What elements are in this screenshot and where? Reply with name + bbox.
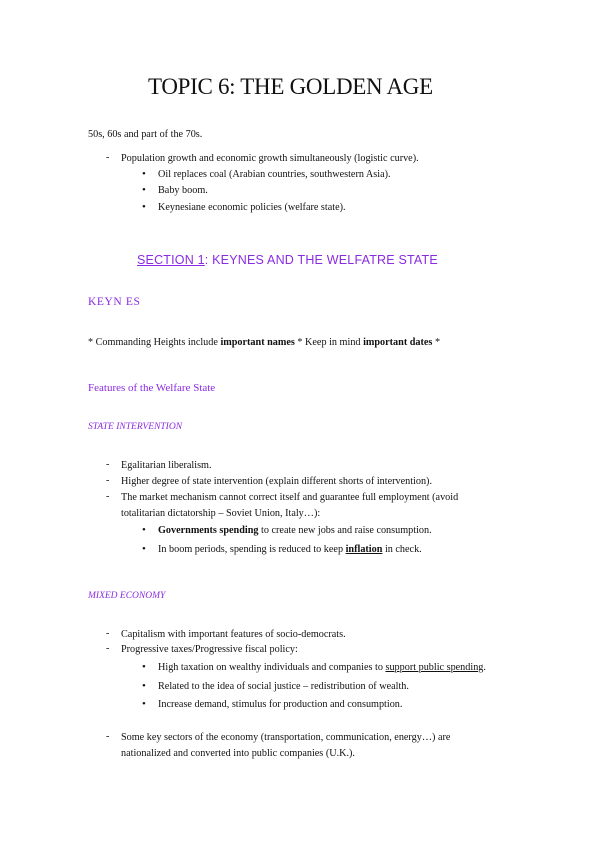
bullet-icon: • bbox=[142, 184, 146, 196]
list-item: Related to the idea of social justice – redistribution of wealth. bbox=[158, 681, 409, 692]
list-item: Oil replaces coal (Arabian countries, southwestern Asia). bbox=[158, 169, 391, 180]
text-part: . bbox=[483, 662, 486, 673]
list-item: Baby boom. bbox=[158, 185, 208, 196]
note-part: * Keep in mind bbox=[294, 337, 364, 348]
bullet-icon: • bbox=[142, 661, 146, 673]
dash-marker: - bbox=[106, 643, 110, 654]
bold-text: Governments spending bbox=[158, 525, 259, 536]
note-bold: important names bbox=[220, 337, 295, 348]
dash-marker: - bbox=[106, 628, 110, 639]
note-text bbox=[88, 336, 440, 349]
list-item: Capitalism with important features of socio-democrats. bbox=[121, 629, 346, 640]
bullet-icon: • bbox=[142, 680, 146, 692]
section-heading bbox=[137, 253, 438, 267]
section-title: : KEYNES AND THE WELFATRE STATE bbox=[204, 253, 438, 267]
bullet-icon: • bbox=[142, 201, 146, 213]
state-intervention-heading: STATE INTERVENTION bbox=[88, 422, 183, 432]
list-item: Progressive taxes/Progressive fiscal policy: bbox=[121, 644, 298, 655]
note-part: * Commanding Heights include bbox=[88, 337, 221, 348]
list-item: Increase demand, stimulus for production and consumption. bbox=[158, 699, 403, 710]
bullet-icon: • bbox=[142, 698, 146, 710]
text-part: High taxation on wealthy individuals and companies to bbox=[158, 662, 386, 673]
keynes-heading: KEYN ES bbox=[88, 296, 141, 308]
list-item: Population growth and economic growth simultaneously (logistic curve). bbox=[121, 153, 419, 164]
text-part: In boom periods, spending is reduced to keep bbox=[158, 544, 346, 555]
dash-marker: - bbox=[106, 731, 110, 742]
page-title: TOPIC 6: THE GOLDEN AGE bbox=[148, 74, 433, 99]
dash-marker: - bbox=[106, 491, 110, 502]
bullet-icon: • bbox=[142, 524, 146, 536]
dash-marker: - bbox=[106, 459, 110, 470]
list-item bbox=[158, 543, 422, 556]
text-part: to create new jobs and raise consumption. bbox=[258, 525, 432, 536]
list-item: Egalitarian liberalism. bbox=[121, 460, 212, 471]
list-item bbox=[158, 524, 432, 537]
section-number: SECTION 1 bbox=[137, 253, 205, 267]
note-part: * bbox=[432, 337, 441, 348]
list-item: The market mechanism cannot correct itself and guarantee full employment (avoid bbox=[121, 492, 459, 503]
list-item-continuation: totalitarian dictatorship – Soviet Union, Italy…): bbox=[121, 508, 321, 519]
mixed-economy-heading: MIXED ECONOMY bbox=[88, 591, 166, 601]
list-item bbox=[158, 661, 486, 674]
intro-text: 50s, 60s and part of the 70s. bbox=[88, 129, 203, 140]
list-item: Some key sectors of the economy (transportation, communication, energy…) are bbox=[121, 732, 451, 743]
underlined-text: support public spending bbox=[385, 662, 484, 673]
list-item: Higher degree of state intervention (explain different shorts of intervention). bbox=[121, 476, 432, 487]
note-bold: important dates bbox=[363, 337, 433, 348]
bold-underlined-text: inflation bbox=[345, 544, 383, 555]
bullet-icon: • bbox=[142, 168, 146, 180]
list-item-continuation: nationalized and converted into public companies (U.K.). bbox=[121, 748, 355, 759]
bullet-icon: • bbox=[142, 543, 146, 555]
dash-marker: - bbox=[106, 152, 110, 163]
list-item: Keynesiane economic policies (welfare state). bbox=[158, 202, 346, 213]
features-heading: Features of the Welfare State bbox=[88, 382, 216, 394]
text-part: in check. bbox=[382, 544, 422, 555]
dash-marker: - bbox=[106, 475, 110, 486]
